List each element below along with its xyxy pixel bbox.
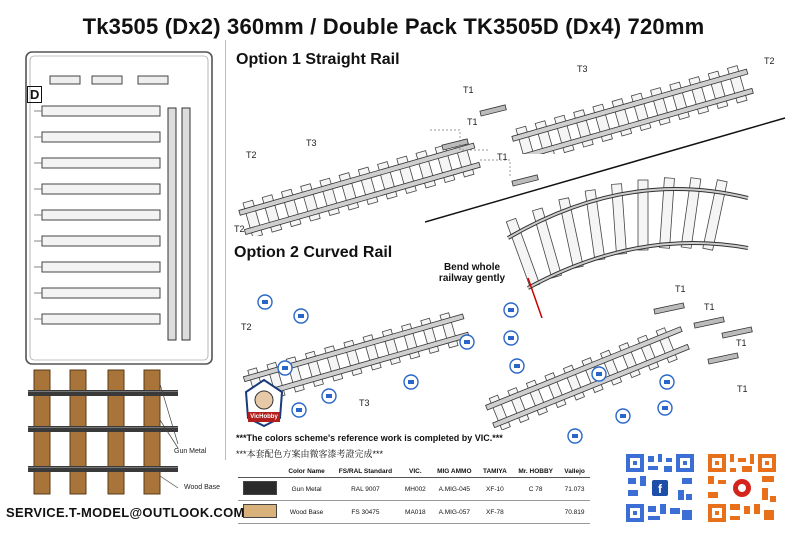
sprue-diagram — [20, 48, 220, 370]
label-t1-g: T1 — [737, 384, 748, 394]
svg-text:f: f — [658, 482, 662, 496]
label-t1-b: T1 — [467, 117, 478, 127]
bend-note: Bend whole railway gently — [438, 262, 506, 284]
gun-metal-swatch — [243, 481, 277, 495]
qr-code-orange[interactable] — [706, 452, 778, 524]
label-t1-d: T1 — [675, 284, 686, 294]
table-cell: XF-10 — [478, 478, 513, 501]
wood-base-swatch — [243, 504, 277, 518]
table-cell: A.MIG-045 — [431, 478, 478, 501]
table-cell: A.MIG-057 — [431, 501, 478, 524]
label-t1-a: T1 — [463, 85, 474, 95]
table-cell — [512, 501, 559, 524]
rail-color-sample — [28, 368, 178, 496]
table-cell: FS 30475 — [331, 501, 400, 524]
col-header: FS/RAL Standard — [331, 466, 400, 478]
label-t2-d: T2 — [241, 322, 252, 332]
color-table-header — [238, 466, 590, 478]
col-header: TAMIYA — [478, 466, 513, 478]
straight-track-right — [505, 62, 775, 154]
table-cell: RAL 9007 — [331, 478, 400, 501]
label-t1-e: T1 — [704, 302, 715, 312]
color-table — [238, 466, 590, 524]
vic-note: ***The colors scheme's reference work is completed by VIC.*** — [236, 433, 503, 443]
qr-code-blue[interactable] — [624, 452, 696, 524]
col-header: Mr. HOBBY — [512, 466, 559, 478]
zh-note: ***本套配色方案由微客漆考證完成*** — [236, 449, 384, 459]
col-header: Vallejo — [559, 466, 590, 478]
table-cell: Gun Metal — [282, 478, 331, 501]
label-t2-a: T2 — [764, 56, 775, 66]
label-t2-b: T2 — [246, 150, 257, 160]
logo-text: VicHobby — [250, 414, 278, 420]
label-t3-b: T3 — [306, 138, 317, 148]
table-cell: Wood Base — [282, 501, 331, 524]
table-cell: MH002 — [400, 478, 431, 501]
table-cell: XF-78 — [478, 501, 513, 524]
paint-icons — [255, 290, 695, 450]
legend-wood-base: Wood Base — [184, 484, 221, 491]
table-cell: 70.819 — [559, 501, 590, 524]
sprue-letter: D — [27, 86, 42, 103]
label-t3-a: T3 — [577, 64, 588, 74]
legend-leaders — [160, 380, 220, 500]
table-cell: C 78 — [512, 478, 559, 501]
vichobby-logo — [240, 378, 288, 428]
option1-heading: Option 1 Straight Rail — [236, 51, 400, 68]
col-header: MIG AMMO — [431, 466, 478, 478]
table-row — [238, 501, 590, 524]
label-t3-c: T3 — [359, 398, 370, 408]
legend-gun-metal: Gun Metal — [174, 448, 207, 455]
page-title: Tk3505 (Dx2) 360mm / Double Pack TK3505D (Dx4) 720mm — [82, 14, 705, 39]
label-t1-c: T1 — [497, 152, 508, 162]
col-header: Color Name — [282, 466, 331, 478]
table-cell: 71.073 — [559, 478, 590, 501]
service-email: SERVICE.T-MODEL@OUTLOOK.COM — [6, 505, 245, 520]
label-t1-f: T1 — [736, 338, 747, 348]
table-row — [238, 478, 590, 501]
divider-vertical — [225, 40, 226, 460]
label-t2-c: T2 — [234, 224, 245, 234]
table-cell: MA018 — [400, 501, 431, 524]
option2-heading: Option 2 Curved Rail — [234, 244, 393, 261]
col-header: VIC. — [400, 466, 431, 478]
